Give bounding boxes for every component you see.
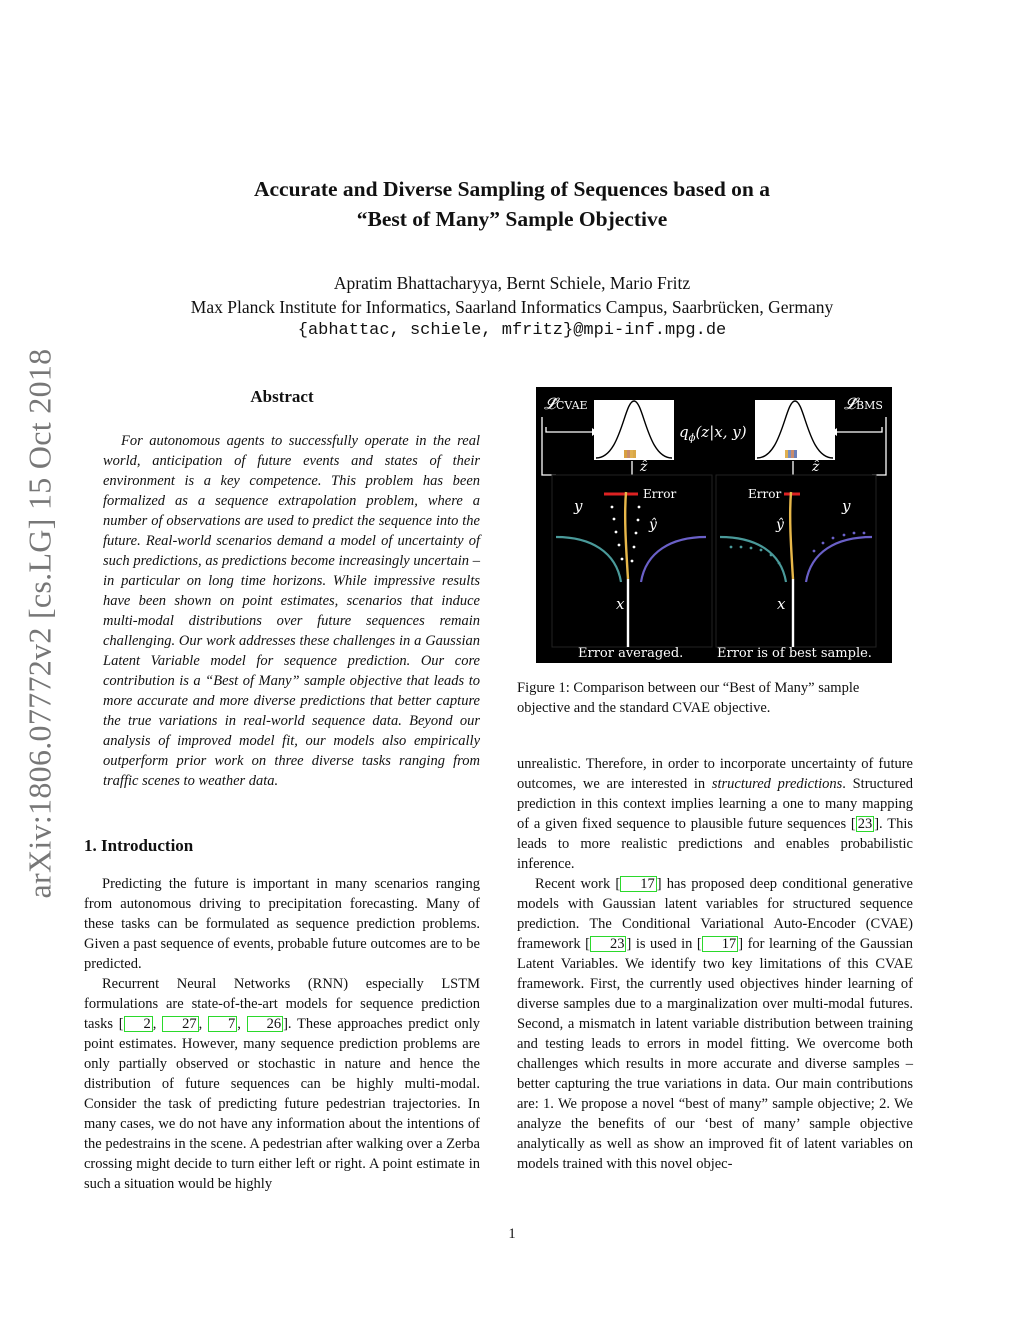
figure-1-caption: Figure 1: Comparison between our “Best of Many” sample objective and the standard CVAE objective. [517, 680, 860, 716]
y-label-left: y [574, 497, 583, 515]
citation-link[interactable]: 23 [857, 816, 873, 832]
intro-paragraph-2: Recurrent Neural Networks (RNN) especially LSTM formulations are state-of-the-art models for sequence prediction tasks [ 2 , 27 , 7 , 26 ]. These approaches predict only point estimates. However, many sequence prediction problems are only partially observed or stochastic in nature and hence the distribution of future sequences can be highly multi-modal. Consider the task of predicting future pedestrian trajectories. In many cases, we do not have any information about the intentions of the pedestrains in the scene. A pedestrian after walking over a Zerba crossing might decide to turn either left or right. A point estimate in such a situation would be highly [84, 976, 480, 1192]
y-hat-left: ŷ [649, 517, 657, 533]
q-phi-label: $q_\phi(z|x$, y) [679, 423, 747, 444]
abstract-heading: Abstract [250, 387, 314, 406]
citation-link[interactable]: 17 [620, 876, 657, 892]
abstract-text: For autonomous agents to successfully operate in the real world, anticipation of future events and states of their environment is a key competence. This problem has been formalized as a sequence extrapolation problem, where a number of observations are used to predict the sequence into the future. Real-world scenarios demand a model of uncertainty of such predictions, as predictions become increasingly uncertain – in particular on long time horizons. While impressive results have been shown on point estimates, scenarios that induce multi-modal distributions over future sequences remain challenging. Our work addresses these challenges in a Gaussian Latent Variable model for sequence prediction. Our core contribution is a “Best of Many” sample objective that leads to more accurate and more diverse predictions that better capture the true variations in real-world sequence data. Beyond our analysis of improved model fit, our models also empirically outperform prior work on three diverse tasks ranging from traffic scenes to weather data. [103, 433, 480, 789]
email-addresses: {abhattac, schiele, mfritz}@mpi-inf.mpg.de [297, 321, 727, 340]
introduction-text [84, 874, 480, 1194]
citation-link[interactable]: 26 [247, 1016, 284, 1032]
citation-link[interactable]: 2 [124, 1016, 153, 1032]
right-paragraph-1: unrealistic. Therefore, in order to incorporate uncertainty of future outcomes, we are interested in structured predictions. Structured prediction in this context implies learning a one to many mapping of a given fixed sequence to plausible future sequences [ 23 ]. This leads to more realistic predictions and enables probabilistic inference. [517, 756, 913, 872]
author-block [0, 271, 1024, 343]
loss-cvae-label: 𝓛̂ [544, 394, 556, 413]
right-paragraph-2: Recent work [ 17 ] has proposed deep conditional generative models with Gaussian latent variables for structured sequence prediction. The Conditional Variational Auto-Encoder (CVAE) framework [ 23 ] is used in [ 17 ] for learning of the Gaussian Latent Variables. We identify two key limitations of this CVAE framework. First, the currently used objectives hinder learning of diverse samples due to a marginalization over multi-modal futures. Second, a mismatch in latent variable distribution between training and testing leads to errors in model fitting. We overcome both challenges which results in more accurate and diverse samples – better capturing the true variations in data. Our main contributions are: 1. We propose a novel “best of many” sample objective; 2. We analyze the benefits of our ‘best of many’ sample objective analytically as well as show an improved fit of latent variables on models trained with this novel objec- [517, 876, 914, 1172]
title-line-1: Accurate and Diverse Sampling of Sequences based on a [253, 177, 770, 201]
citation-link[interactable]: 7 [208, 1016, 237, 1032]
figure-caption-left: Error averaged. [578, 646, 684, 661]
right-column-text [517, 754, 913, 1174]
citation-link[interactable]: 23 [590, 936, 627, 952]
figure-1-diagram [536, 387, 892, 663]
loss-bms-subscript: BMS [856, 399, 883, 412]
intro-paragraph-1: Predicting the future is important in many scenarios ranging from autonomous driving to precipitation forecasting. Many of these tasks can be formulated as sequence prediction problems. Given a past sequence of events, probable future outcomes are to be predicted. [84, 876, 480, 972]
citation-link[interactable]: 17 [702, 936, 739, 952]
error-label-right: Error [748, 487, 782, 501]
arxiv-identifier: arXiv:1806.07772v2 [cs.LG] 15 Oct 2018 [21, 348, 58, 899]
author-names: Apratim Bhattacharyya, Bernt Schiele, Mario Fritz [333, 273, 691, 293]
page-number: 1 [508, 1226, 516, 1242]
loss-cvae-subscript: CVAE [556, 399, 588, 412]
title-line-2: “Best of Many” Sample Objective [356, 207, 668, 231]
paper-title [0, 174, 1024, 234]
error-label-left: Error [643, 487, 677, 501]
introduction-heading: 1. Introduction [84, 836, 194, 855]
x-label-right: x [777, 595, 786, 613]
x-label-left: x [616, 595, 625, 613]
loss-bms-label: 𝓛̂ [844, 394, 856, 413]
z-hat-left: ẑ [640, 459, 648, 475]
z-hat-right: ẑ [812, 459, 820, 475]
y-label-right: y [842, 497, 851, 515]
y-hat-right: ŷ [776, 517, 784, 533]
affiliation: Max Planck Institute for Informatics, Saarland Informatics Campus, Saarbrücken, Germany [190, 297, 834, 317]
citation-link[interactable]: 27 [162, 1016, 199, 1032]
figure-caption-right: Error is of best sample. [717, 646, 872, 661]
